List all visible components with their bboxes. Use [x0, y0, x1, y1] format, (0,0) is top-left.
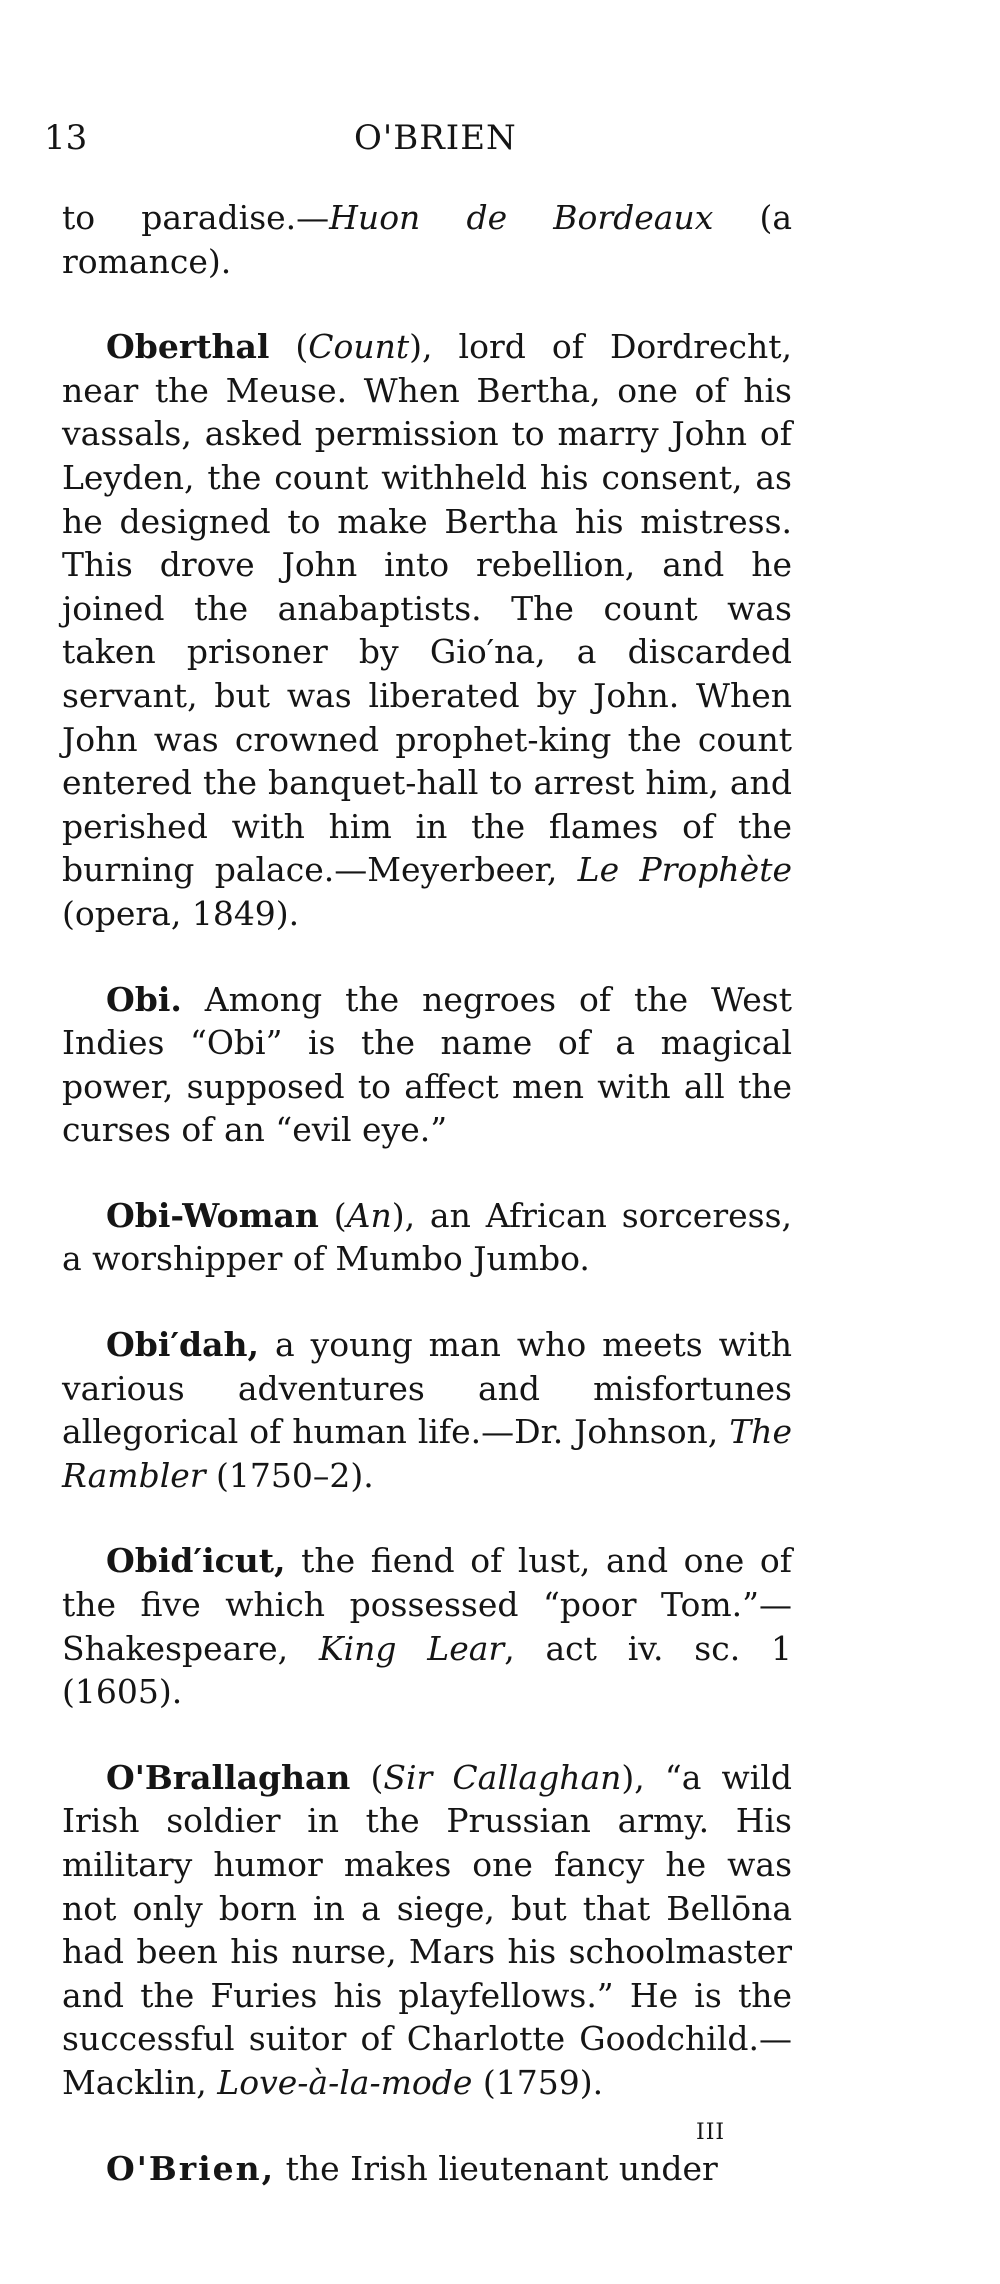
work-title: Huon de Bordeaux	[329, 198, 714, 237]
work-title: The Rambler	[62, 1412, 792, 1495]
entry-text: (a romance).	[62, 198, 793, 281]
headword: O'Brien,	[106, 2148, 276, 2188]
entry-text: (	[269, 327, 309, 367]
entry-text: ), “a wild Irish soldier in the Prussian army. His military humor makes one fancy he was not only born in a siege, but that Bellōna had been his nurse, Mars his schoolmaster and the Furies his playfellows.” He is the successful suitor of Charlotte Goodchild.—Macklin,	[62, 1757, 792, 2102]
entry-text: (1750–2).	[205, 1455, 374, 1495]
entry-text: ), lord of Dordrecht, near the Meuse. When Bertha, one of his vassals, asked permission to marry John of Leyden, the count withheld his consent, as he designed to make Bertha his mistress. This drove John into rebellion, and he joined the anabaptists. The count was taken prisoner by Gio′na, a discarded servant, but was liberated by John. When John was crowned prophet-king the count entered the banquet-hall to arrest him, and perished with him in the flames of the burning palace.—Meyerbeer,	[62, 327, 792, 890]
entry-text: the fiend of lust, and one of the five which possessed “poor Tom.”—Shakespeare,	[62, 1541, 792, 1668]
entry-obrallaghan	[62, 1756, 792, 2105]
headword: Obi.	[106, 979, 182, 1019]
page-number: 13	[44, 118, 88, 158]
entry-text: , act iv. sc. 1 (1605).	[62, 1628, 792, 1712]
entry-obidah	[62, 1323, 792, 1497]
headword-qualifier: An	[346, 1195, 392, 1235]
work-title: Le Prophète	[577, 850, 792, 890]
signature-mark: III	[696, 2120, 726, 2145]
work-title: Love-à-la-mode	[217, 2062, 473, 2102]
entry-text: Among the negroes of the West Indies “Obi” is the name of a magical power, supposed to affect men with all the curses of an “evil eye.”	[62, 979, 792, 1150]
entry-text: the Irish lieutenant under	[275, 2148, 718, 2188]
entry-oberthal	[62, 325, 792, 935]
entry-text: (	[318, 1195, 347, 1235]
entry-text: to paradise.—	[62, 198, 330, 237]
headword: Oberthal	[106, 327, 270, 367]
headword: O'Brallaghan	[106, 1757, 351, 1797]
entry-text: ), an African sorceress, a worshipper of Mumbo Jumbo.	[62, 1195, 792, 1279]
headword: Obi′dah,	[106, 1325, 259, 1365]
work-title: King Lear	[318, 1628, 505, 1668]
headword-qualifier: Sir Callaghan	[383, 1757, 622, 1797]
headword: Obi-Woman	[106, 1195, 319, 1235]
headword: Obid′icut,	[106, 1541, 286, 1581]
entry-obi	[62, 978, 792, 1152]
text-column	[62, 196, 792, 2232]
entry-continuation	[62, 196, 792, 283]
entry-text: (	[350, 1757, 384, 1797]
entry-text: a young man who meets with various adventures and misfortunes allegorical of human life.—Dr. Johnson,	[62, 1325, 792, 1452]
page-header	[44, 118, 784, 166]
entry-obrien	[62, 2147, 792, 2191]
entry-obidicut	[62, 1539, 792, 1713]
entry-text: (opera, 1849).	[62, 893, 300, 933]
entry-text: (1759).	[472, 2062, 604, 2102]
running-head: O'BRIEN	[354, 118, 517, 158]
entry-obi-woman	[62, 1194, 792, 1281]
headword-qualifier: Count	[308, 327, 410, 367]
